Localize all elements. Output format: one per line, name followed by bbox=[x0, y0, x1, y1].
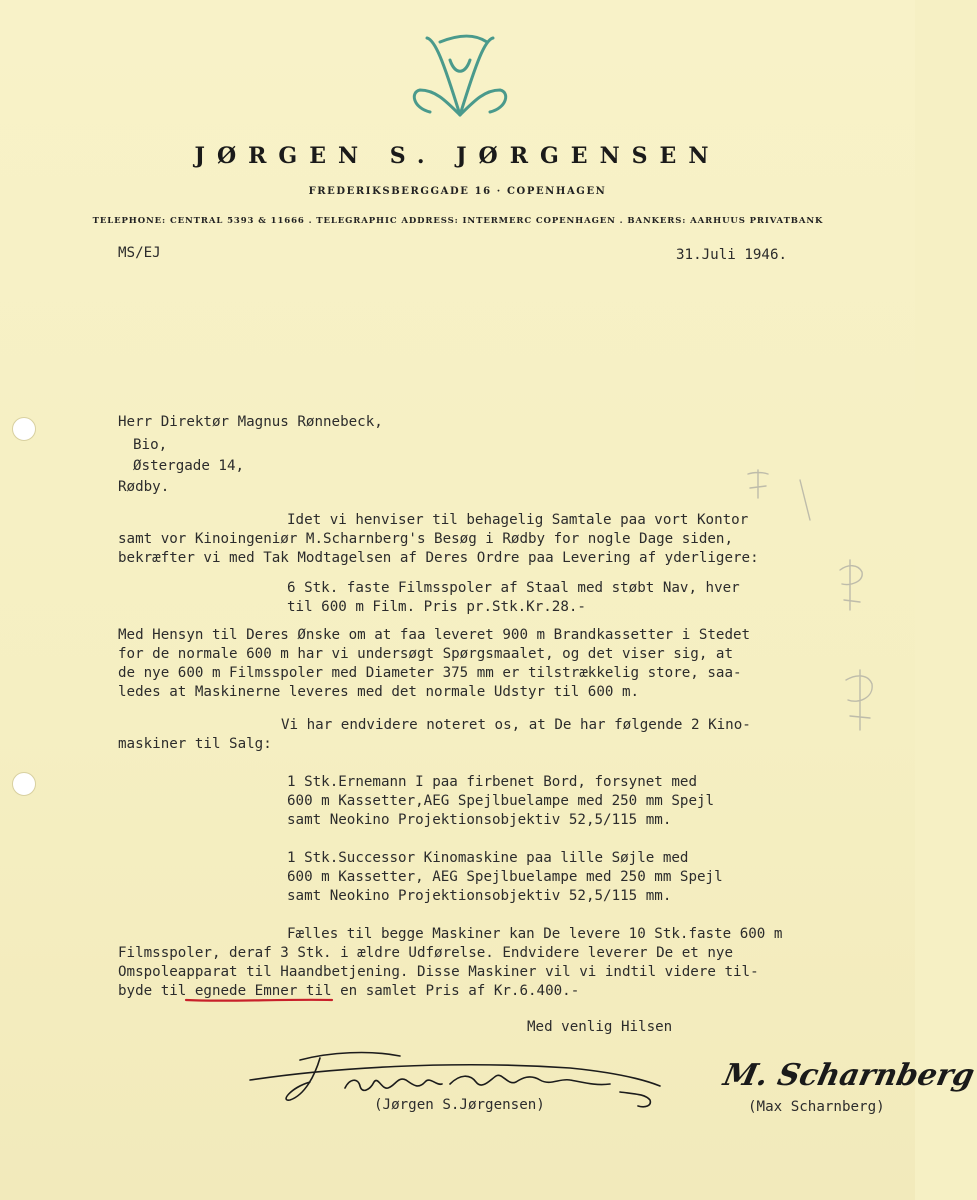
reference: MS/EJ bbox=[118, 245, 161, 261]
recipient-line: Rødby. bbox=[118, 479, 170, 495]
letterhead-contact: TELEPHONE: CENTRAL 5393 & 11666 . TELEGRAPHIC ADDRESS: INTERMERC COPENHAGEN . BANKERS: AARHUUS PRIVATBANK bbox=[92, 216, 824, 226]
machine-2-line: samt Neokino Projektionsobjektiv 52,5/115 mm. bbox=[287, 888, 672, 904]
body-line: de nye 600 m Filmsspoler med Diameter 375 mm er tilstrækkelig store, saa- bbox=[118, 665, 742, 681]
body-line: Fælles til begge Maskiner kan De levere 10 Stk.faste 600 m bbox=[287, 926, 783, 942]
closing: Med venlig Hilsen bbox=[527, 1019, 673, 1035]
body-line: Filmsspoler, deraf 3 Stk. i ældre Udførelse. Endvidere leverer De et nye bbox=[118, 945, 733, 961]
body-line: ledes at Maskinerne leveres med det normale Udstyr til 600 m. bbox=[118, 684, 640, 700]
body-line: Omspoleapparat til Haandbetjening. Disse Maskiner vil vi indtil videre til- bbox=[118, 964, 759, 980]
machine-1-line: 600 m Kassetter,AEG Spejlbuelampe med 250 mm Spejl bbox=[287, 793, 715, 809]
machine-2-line: 600 m Kassetter, AEG Spejlbuelampe med 250 mm Spejl bbox=[287, 869, 723, 885]
recipient-line: Herr Direktør Magnus Rønnebeck, bbox=[118, 414, 383, 430]
red-underline bbox=[184, 996, 334, 1004]
signatory-name: (Max Scharnberg) bbox=[748, 1099, 885, 1115]
pencil-marks bbox=[740, 460, 890, 740]
recipient-line: Østergade 14, bbox=[133, 458, 245, 474]
machine-2-line: 1 Stk.Successor Kinomaskine paa lille Søjle med bbox=[287, 850, 689, 866]
body-line: Vi har endvidere noteret os, at De har følgende 2 Kino- bbox=[281, 717, 751, 733]
recipient-line: Bio, bbox=[133, 437, 168, 453]
punch-hole bbox=[12, 417, 36, 441]
body-line: Idet vi henviser til behagelig Samtale paa vort Kontor bbox=[287, 512, 749, 528]
punch-hole bbox=[12, 772, 36, 796]
machine-1-line: samt Neokino Projektionsobjektiv 52,5/115 mm. bbox=[287, 812, 672, 828]
body-line: maskiner til Salg: bbox=[118, 736, 272, 752]
monogram-logo bbox=[405, 30, 515, 125]
machine-1-line: 1 Stk.Ernemann I paa firbenet Bord, forsynet med bbox=[287, 774, 697, 790]
body-line: samt vor Kinoingeniør M.Scharnberg's Besøg i Rødby for nogle Dage siden, bbox=[118, 531, 733, 547]
body-line: bekræfter vi med Tak Modtagelsen af Deres Ordre paa Levering af yderligere: bbox=[118, 550, 759, 566]
date: 31.Juli 1946. bbox=[676, 247, 788, 263]
body-line: for de normale 600 m har vi undersøgt Spørgsmaalet, og det viser sig, at bbox=[118, 646, 733, 662]
letterhead-company: JØRGEN S. JØRGENSEN bbox=[194, 143, 721, 169]
letterhead-address: FREDERIKSBERGGADE 16 · COPENHAGEN bbox=[308, 186, 607, 197]
order-item-line: til 600 m Film. Pris pr.Stk.Kr.28.- bbox=[287, 599, 586, 615]
body-line: Med Hensyn til Deres Ønske om at faa leveret 900 m Brandkassetter i Stedet bbox=[118, 627, 751, 643]
signature-scharnberg: M. Scharnberg bbox=[720, 1058, 977, 1093]
signatory-name: (Jørgen S.Jørgensen) bbox=[374, 1097, 545, 1113]
order-item-line: 6 Stk. faste Filmsspoler af Staal med støbt Nav, hver bbox=[287, 580, 740, 596]
body-line: byde til egnede Emner til en samlet Pris af Kr.6.400.- bbox=[118, 983, 580, 999]
